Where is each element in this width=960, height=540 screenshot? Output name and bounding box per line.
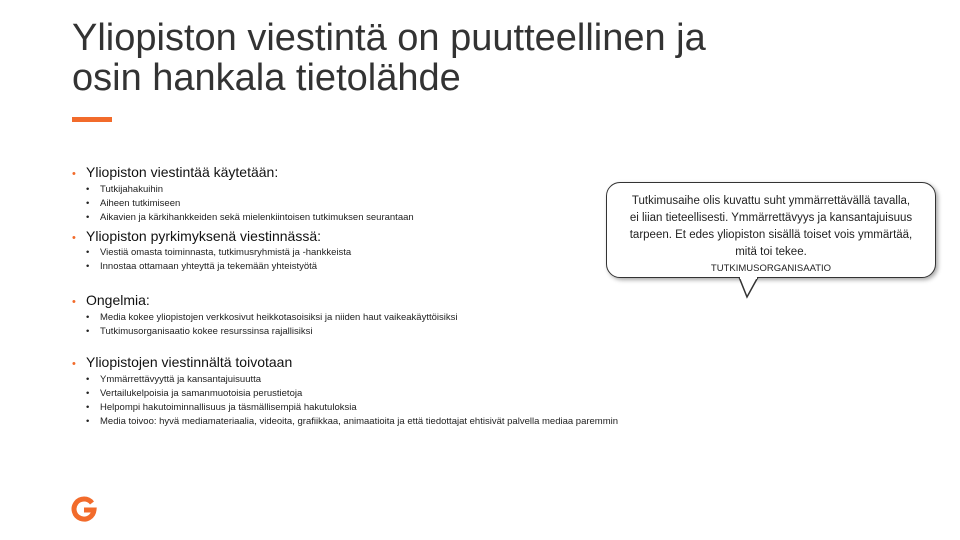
list-item: • Aikavien ja kärkihankkeiden sekä mielenkiintoisen tutkimuksen seurantaan [86,212,414,223]
bullet-dot-icon: • [72,358,76,370]
bullet-dot-icon: • [72,232,76,244]
list-item: • Ymmärrettävyyttä ja kansantajuisuutta [86,374,262,385]
list-item: • Media toivoo: hyvä mediamateriaalia, videoita, grafiikkaa, animaatioita ja että tiedottajat ehtisivät palvella mediaa paremmin [86,416,619,427]
list-item: • Innostaa ottamaan yhteyttä ja tekemään yhteistyötä [86,261,318,272]
title-line-1: Yliopiston viestintä on puutteellinen ja [72,17,706,59]
list-item: • Aiheen tutkimiseen [86,198,181,209]
section-heading-problems: • Ongelmia: [72,292,150,308]
section-heading-usage: • Yliopiston viestintää käytetään: [72,164,279,180]
list-item: • Vertailukelpoisia ja samanmuotoisia perustietoja [86,388,303,399]
bullet-dot-icon: • [72,168,76,180]
list-item: • Viestiä omasta toiminnasta, tutkimusryhmistä ja -hankkeista [86,247,352,258]
quote-speech-bubble [606,182,936,278]
quote-text: Tutkimusaihe olis kuvattu suht ymmärrettävällä tavalla, ei liian tieteellisesti. Ymmärrettävyys ja kansantajuisuus tarpeen. Et edes yliopiston sisällä toiset vois ymmärtää, mitä toi tekee. [629,195,913,258]
bullet-dot-icon: • [72,296,76,308]
speech-bubble-tail-icon [738,277,762,299]
list-item: • Media kokee yliopistojen verkkosivut heikkotasoisiksi ja niiden haut vaikeakäyttöisiksi [86,312,458,323]
title-accent-bar [72,117,112,122]
list-item: • Helpompi hakutoiminnallisuus ja täsmällisempiä hakutuloksia [86,402,357,413]
g-logo-icon [70,495,98,523]
list-item: • Tutkimusorganisaatio kokee resurssinsa rajallisiksi [86,326,313,337]
section-heading-wishes: • Yliopistojen viestinnältä toivotaan [72,354,293,370]
section-heading-goals: • Yliopiston pyrkimyksenä viestinnässä: [72,228,321,244]
quote-source: TUTKIMUSORGANISAATIO [710,263,832,274]
slide-title [72,18,872,98]
title-line-2: osin hankala tietolähde [72,57,461,99]
list-item: • Tutkijahakuihin [86,184,164,195]
